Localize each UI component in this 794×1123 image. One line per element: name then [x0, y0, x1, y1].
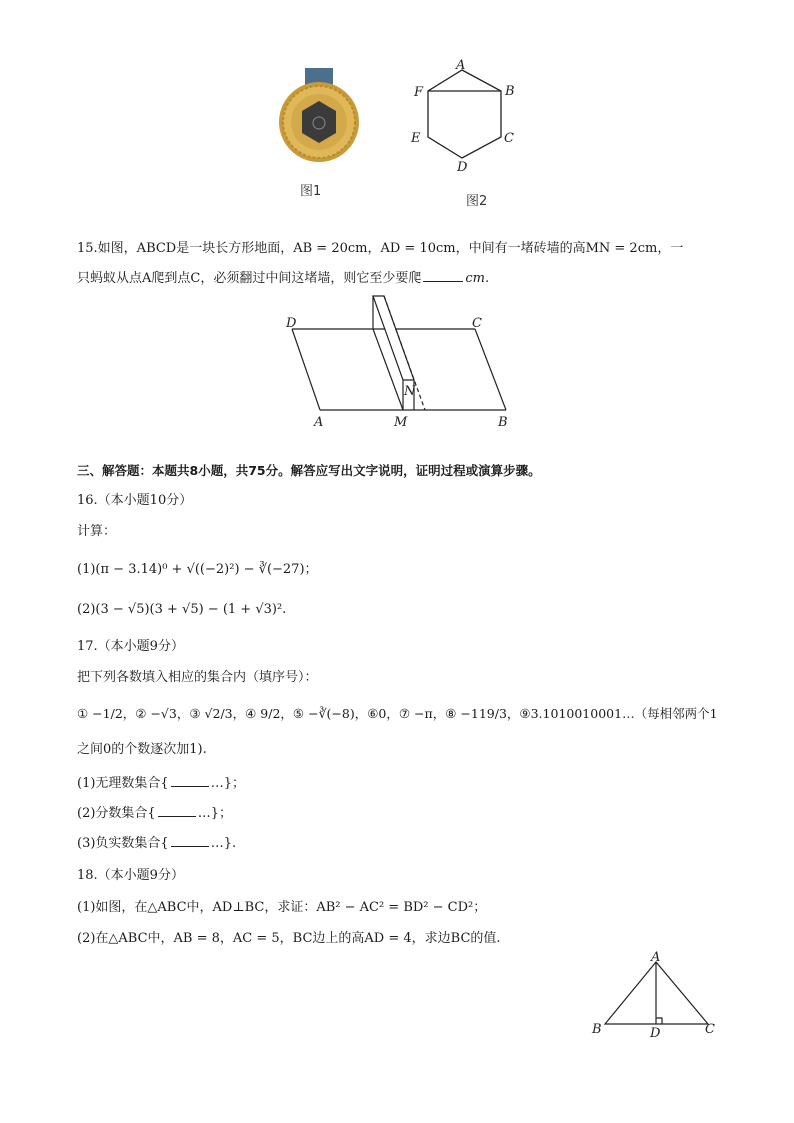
q17-set2-label: (2)分数集合{ [77, 806, 156, 821]
q18-part1: (1)如图，在△ABC中，AD⊥BC，求证：AB² − AC² = BD² − CD²； [77, 900, 487, 915]
q17-set3 [77, 834, 236, 853]
hex-label-e: E [411, 131, 421, 146]
q18-header: 18.（本小题9分） [77, 868, 184, 883]
q17-set1-close: …}； [210, 776, 245, 791]
q15-answer-blank[interactable] [423, 269, 463, 282]
q15-unit: cm. [465, 271, 490, 286]
q17-numbers-line2: 之间0的个数逐次加1). [77, 742, 207, 757]
tri-label-b: B [592, 1022, 602, 1037]
tri-label-c: C [705, 1022, 715, 1037]
wall-label-b: B [498, 415, 508, 430]
wall-label-c: C [472, 316, 482, 331]
q17-set2-close: …}； [197, 806, 232, 821]
section3-heading: 三、解答题：本题共8小题，共75分。解答应写出文字说明，证明过程或演算步骤。 [77, 463, 541, 478]
q15-line1: 15.如图，ABCD是一块长方形地面，AB = 20cm，AD = 10cm，中间有一堵砖墙的高MN = 2cm，一 [77, 241, 684, 256]
wall-label-a: A [314, 415, 324, 430]
fig2-caption: 图2 [466, 194, 488, 209]
q18-part2: (2)在△ABC中，AB = 8，AC = 5，BC边上的高AD = 4，求边BC的值. [77, 931, 501, 946]
q17-intro: 把下列各数填入相应的集合内（填序号）： [77, 670, 318, 685]
wall-figure [280, 292, 520, 432]
q17-set1-blank[interactable] [171, 774, 209, 787]
medal-disc [279, 82, 359, 162]
tri-label-d: D [650, 1026, 661, 1041]
wall-label-m: M [394, 415, 408, 430]
q17-set3-close: …}. [210, 836, 237, 851]
wall-top [373, 296, 414, 380]
hex-label-a: A [456, 58, 466, 73]
right-angle-mark [656, 1018, 662, 1024]
q16-intro: 计算： [77, 524, 117, 539]
wall-edge-ad [292, 329, 320, 410]
hexagon-figure [405, 58, 520, 173]
medal-figure [270, 62, 370, 172]
q17-set1 [77, 774, 245, 793]
q15-line2 [77, 269, 489, 288]
q16-header: 16.（本小题10分） [77, 493, 193, 508]
hexagon-shape [428, 70, 501, 158]
q17-set3-blank[interactable] [171, 834, 209, 847]
hex-label-c: C [504, 131, 514, 146]
q16-part2: (2)(3 − √5)(3 + √5) − (1 + √3)². [77, 602, 287, 617]
fig1-caption: 图1 [300, 184, 322, 199]
wall-edge-bc [475, 329, 506, 410]
tri-label-a: A [651, 950, 661, 965]
q17-numbers: ① −1/2，② −√3，③ √2/3，④ 9/2，⑤ −∛(−8)，⑥0，⑦ −π，⑧ −119/3，⑨3.1010010001…（每相邻两个1 [77, 706, 718, 721]
hex-label-d: D [457, 160, 468, 173]
wall-label-n: N [404, 384, 416, 399]
q17-header: 17.（本小题9分） [77, 639, 184, 654]
q17-set2-blank[interactable] [158, 804, 196, 817]
q17-set2 [77, 804, 232, 823]
q16-part1: (1)(π − 3.14)⁰ + √((−2)²) − ∛(−27)； [77, 562, 318, 577]
q15-line2-text: 只蚂蚁从点A爬到点C，必须翻过中间这堵墙，则它至少要爬 [77, 271, 422, 286]
q17-set3-label: (3)负实数集合{ [77, 836, 169, 851]
q17-set1-label: (1)无理数集合{ [77, 776, 169, 791]
wall-label-d: D [286, 316, 297, 331]
hex-label-f: F [414, 85, 424, 100]
hex-label-b: B [505, 84, 515, 99]
triangle-figure [588, 948, 723, 1043]
